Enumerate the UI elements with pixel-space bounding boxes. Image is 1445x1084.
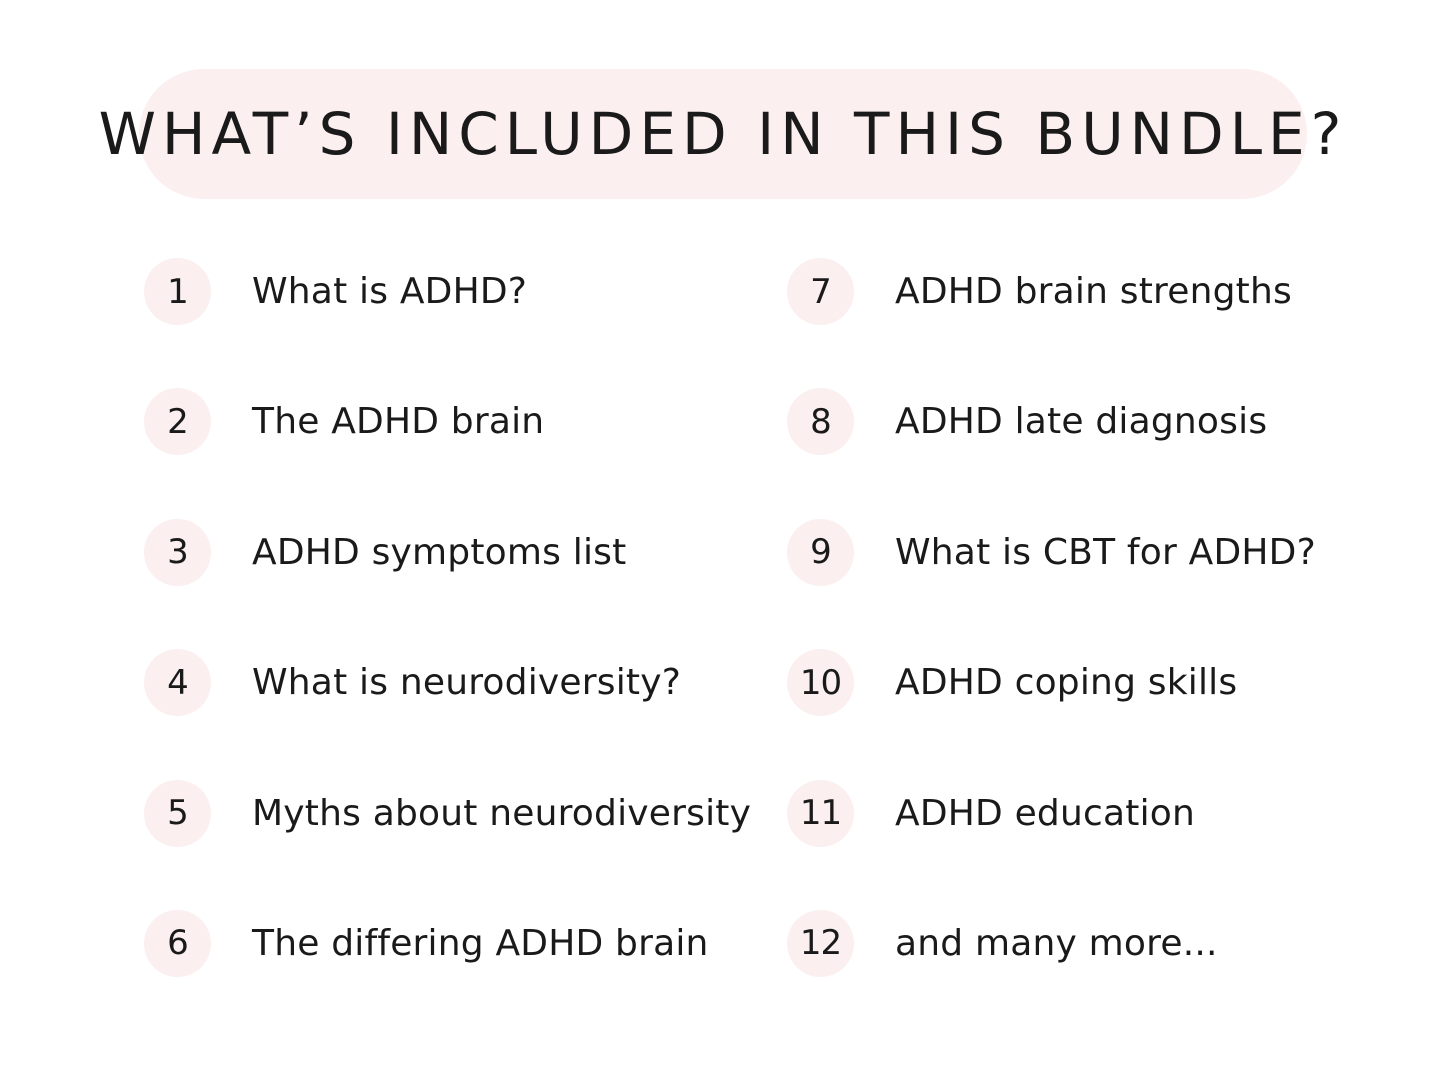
item-label: ADHD education <box>895 792 1196 834</box>
item-label: What is neurodiversity? <box>252 662 682 704</box>
list-item <box>787 258 1316 325</box>
item-label: Myths about neurodiversity <box>252 792 752 834</box>
list-item <box>787 519 1316 586</box>
right-column-list <box>787 258 1316 1040</box>
number-badge <box>144 649 211 716</box>
item-number: 12 <box>799 923 842 964</box>
item-number: 1 <box>167 271 188 312</box>
list-item <box>787 910 1316 977</box>
list-item <box>787 780 1316 847</box>
item-number: 6 <box>167 923 188 964</box>
item-label: The differing ADHD brain <box>252 922 709 964</box>
number-badge <box>144 258 211 325</box>
item-number: 8 <box>810 401 831 442</box>
number-badge <box>787 388 854 455</box>
number-badge <box>144 910 211 977</box>
number-badge <box>787 519 854 586</box>
list-item <box>144 780 751 847</box>
list-item <box>787 649 1316 716</box>
list-item <box>144 519 751 586</box>
list-item <box>144 910 751 977</box>
number-badge <box>144 519 211 586</box>
item-label: ADHD coping skills <box>895 662 1238 704</box>
item-number: 10 <box>799 662 842 703</box>
item-number: 9 <box>810 532 831 573</box>
number-badge <box>787 258 854 325</box>
list-item <box>144 388 751 455</box>
item-number: 3 <box>167 532 188 573</box>
item-number: 11 <box>799 793 842 834</box>
item-label: ADHD symptoms list <box>252 531 627 573</box>
item-number: 5 <box>167 793 188 834</box>
list-item <box>144 258 751 325</box>
number-badge <box>787 910 854 977</box>
page-title: WHAT’S INCLUDED IN THIS BUNDLE? <box>98 100 1348 168</box>
item-label: ADHD late diagnosis <box>895 401 1268 443</box>
item-label: What is ADHD? <box>252 271 528 312</box>
item-label: What is CBT for ADHD? <box>895 531 1316 573</box>
number-badge <box>144 388 211 455</box>
left-column-list <box>144 258 751 1040</box>
title-banner <box>98 69 1348 199</box>
item-label: The ADHD brain <box>252 401 545 443</box>
item-number: 4 <box>167 662 188 703</box>
number-badge <box>144 780 211 847</box>
number-badge <box>787 780 854 847</box>
item-label: ADHD brain strengths <box>895 271 1292 312</box>
item-number: 7 <box>810 271 831 312</box>
item-label: and many more... <box>895 922 1218 964</box>
number-badge <box>787 649 854 716</box>
item-number: 2 <box>167 401 188 442</box>
list-item <box>787 388 1316 455</box>
list-item <box>144 649 751 716</box>
